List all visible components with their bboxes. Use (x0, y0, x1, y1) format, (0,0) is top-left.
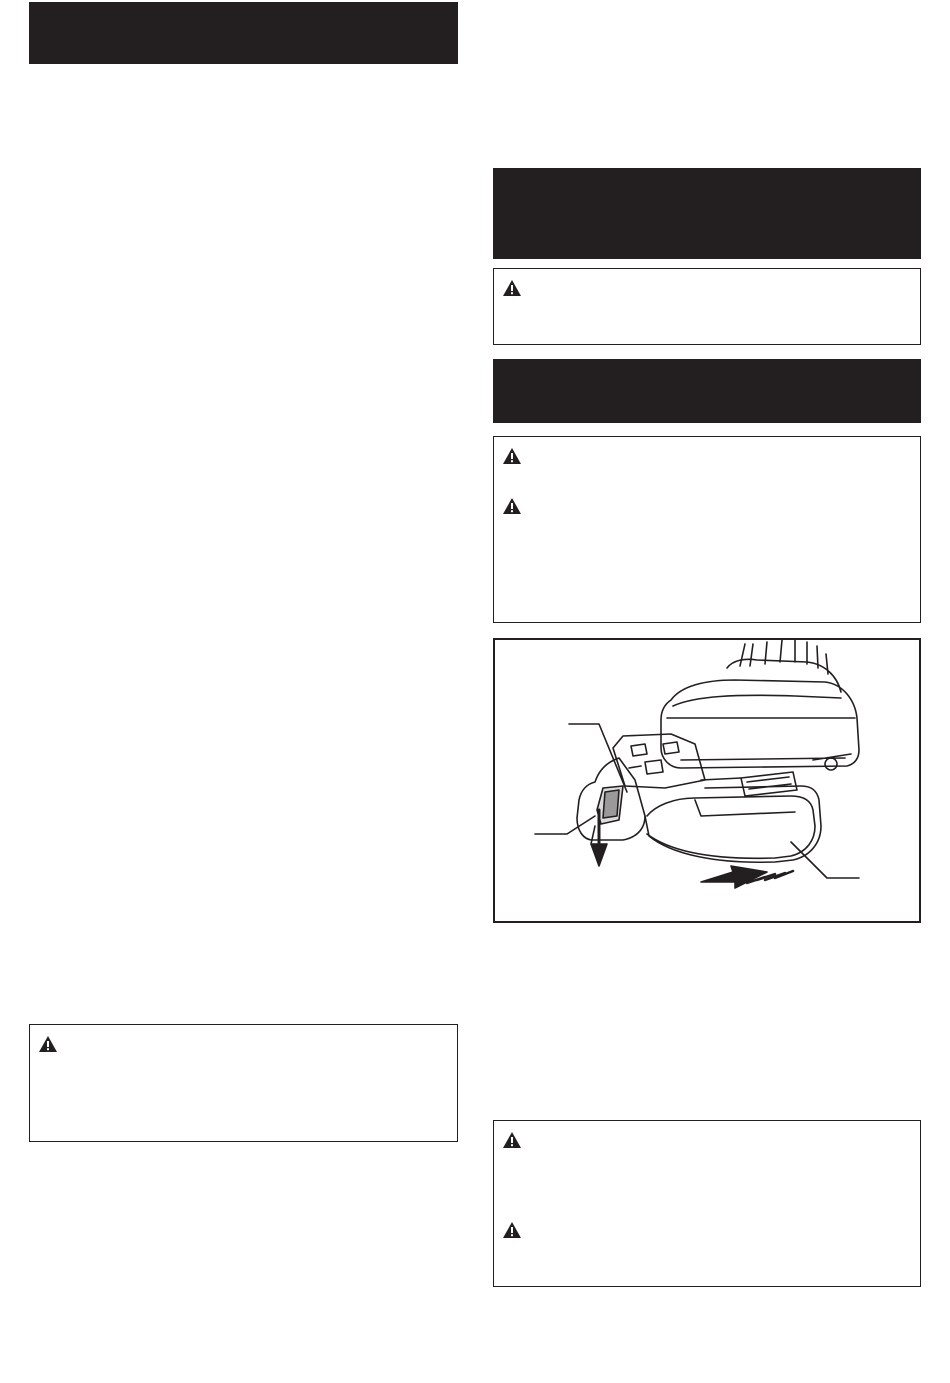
section-header-bar-right-1 (493, 168, 921, 259)
slide-out-arrow (701, 866, 767, 888)
warning-triangle-icon (502, 447, 522, 465)
leader-line-3 (791, 842, 859, 878)
tool-foot (661, 680, 859, 768)
warning-triangle-icon (502, 279, 522, 297)
warning-box-left (29, 1024, 458, 1142)
warning-triangle-icon (502, 497, 522, 515)
warning-box-right-3 (493, 1120, 921, 1287)
warning-triangle-icon (502, 1131, 522, 1149)
leader-line-2 (535, 816, 595, 834)
tool-grip (740, 640, 828, 674)
section-header-bar-right-2 (493, 359, 921, 423)
warning-box-right-2 (493, 436, 921, 623)
warning-triangle-icon (502, 1221, 522, 1239)
warning-triangle-icon (38, 1035, 58, 1053)
section-header-bar-left-top (29, 2, 458, 64)
battery-cartridge-removal-illustration (493, 638, 921, 923)
warning-box-right-1 (493, 268, 921, 345)
tool-handle-outline (727, 659, 841, 692)
